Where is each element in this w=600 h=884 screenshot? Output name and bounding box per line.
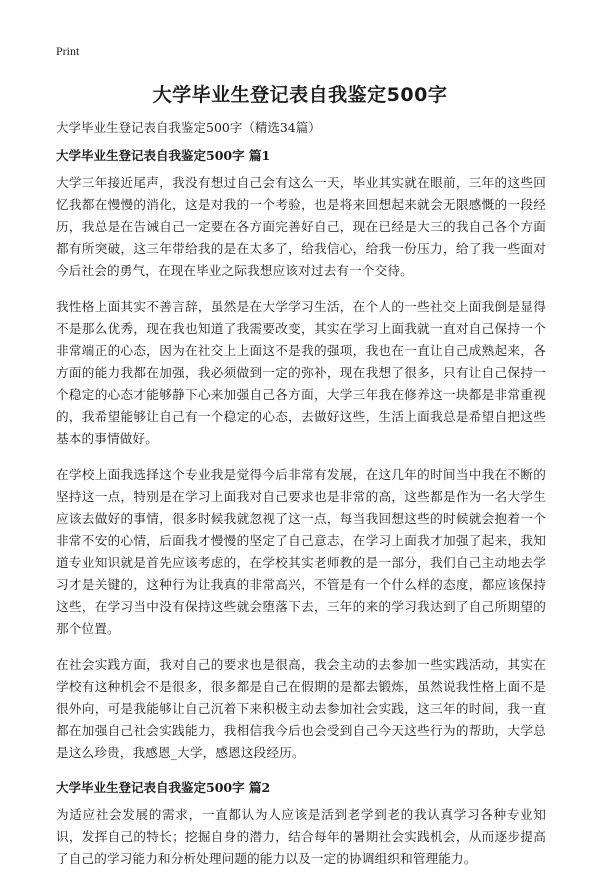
section-heading: 大学毕业生登记表自我鉴定500字 篇1: [56, 148, 271, 163]
paragraph: 在学校上面我选择这个专业我是觉得今后非常有发展，在这几年的时间当中我在不断的坚持这一点，特别是在学习上面我对自己要求也是非常的高，这些都是作为一名大学生应该去做好的事情，很多时候我就忽视了这一点，每当我回想这些的时候就会抱着一个非常不安的心情，后面我才慢慢的坚定了自己意志，在学习上面我才加强了起来，我知道专业知识就是首先应该考虑的，在学校其实老师教的是一部分，我们自己主动地去学习才是关键的，这种行为让我真的非常高兴，不管是有一个什么样的态度，都应该保持这些，在学习当中没有保持这些就会堕落下去，三年的来的学习我达到了自己所期望的那个位置。: [56, 467, 546, 636]
document-subtitle: 大学毕业生登记表自我鉴定500字（精选34篇）: [56, 120, 321, 135]
paragraph: 我性格上面其实不善言辞，虽然是在大学学习生活，在个人的一些社交上面我倒是显得不是那么优秀，现在我也知道了我需要改变，其实在学习上面我就一直对自己保持一个非常端正的心态，因为在社交上上面这不是我的强项，我也在一直让自己成熟起来，各方面的能力我都在加强，我必须做到一定的弥补，现在我想了很多，只有让自己保持一个稳定的心态才能够静下心来加强自己各方面，大学三年我在修养这一块都是非常重视的，我希望能够让自己有一个稳定的心态，去做好这些，生活上面我总是希望自把这些基本的事情做好。: [56, 299, 546, 446]
paragraph: 在社会实践方面，我对自己的要求也是很高，我会主动的去参加一些实践活动，其实在学校有这种机会不是很多，很多都是自己在假期的是都去锻炼，虽然说我性格上面不是很外向，可是我能够让自己沉着下来积极主动去参加社会实践，这三年的时间，我一直都在加强自己社会实践能力，我相信我今后也会受到自己今天这些行为的帮助，大学总是这么珍贵，我感恩_大学，感恩这段经历。: [56, 657, 546, 760]
section-heading: 大学毕业生登记表自我鉴定500字 篇2: [56, 780, 271, 795]
section-1: [56, 146, 546, 764]
section-2: [56, 778, 546, 870]
page-title: 大学毕业生登记表自我鉴定500字: [152, 84, 448, 106]
print-link[interactable]: Print: [56, 44, 80, 58]
document-body: [56, 118, 546, 884]
paragraph: 大学三年接近尾声，我没有想过自己会有这么一天，毕业其实就在眼前，三年的这些回忆我都在慢慢的消化，这是对我的一个考验，也是将来回想起来就会无限感慨的一段经历，我总是在告诫自己一定要在各方面完善好自己，现在已经是大三的我自己各个方面都有所突破，这三年带给我的是在太多了，给我信心，给我一份压力，给了我一些面对今后社会的勇气，在现在毕业之际我想应该对过去有一个交待。: [56, 175, 546, 278]
paragraph: 为适应社会发展的需求，一直都认为人应该是活到老学到老的我认真学习各种专业知识，发挥自己的特长；挖掘自身的潜力，结合每年的暑期社会实践机会，从而逐步提高了自己的学习能力和分析处理问题的能力以及一定的协调组织和管理能力。: [56, 807, 546, 866]
